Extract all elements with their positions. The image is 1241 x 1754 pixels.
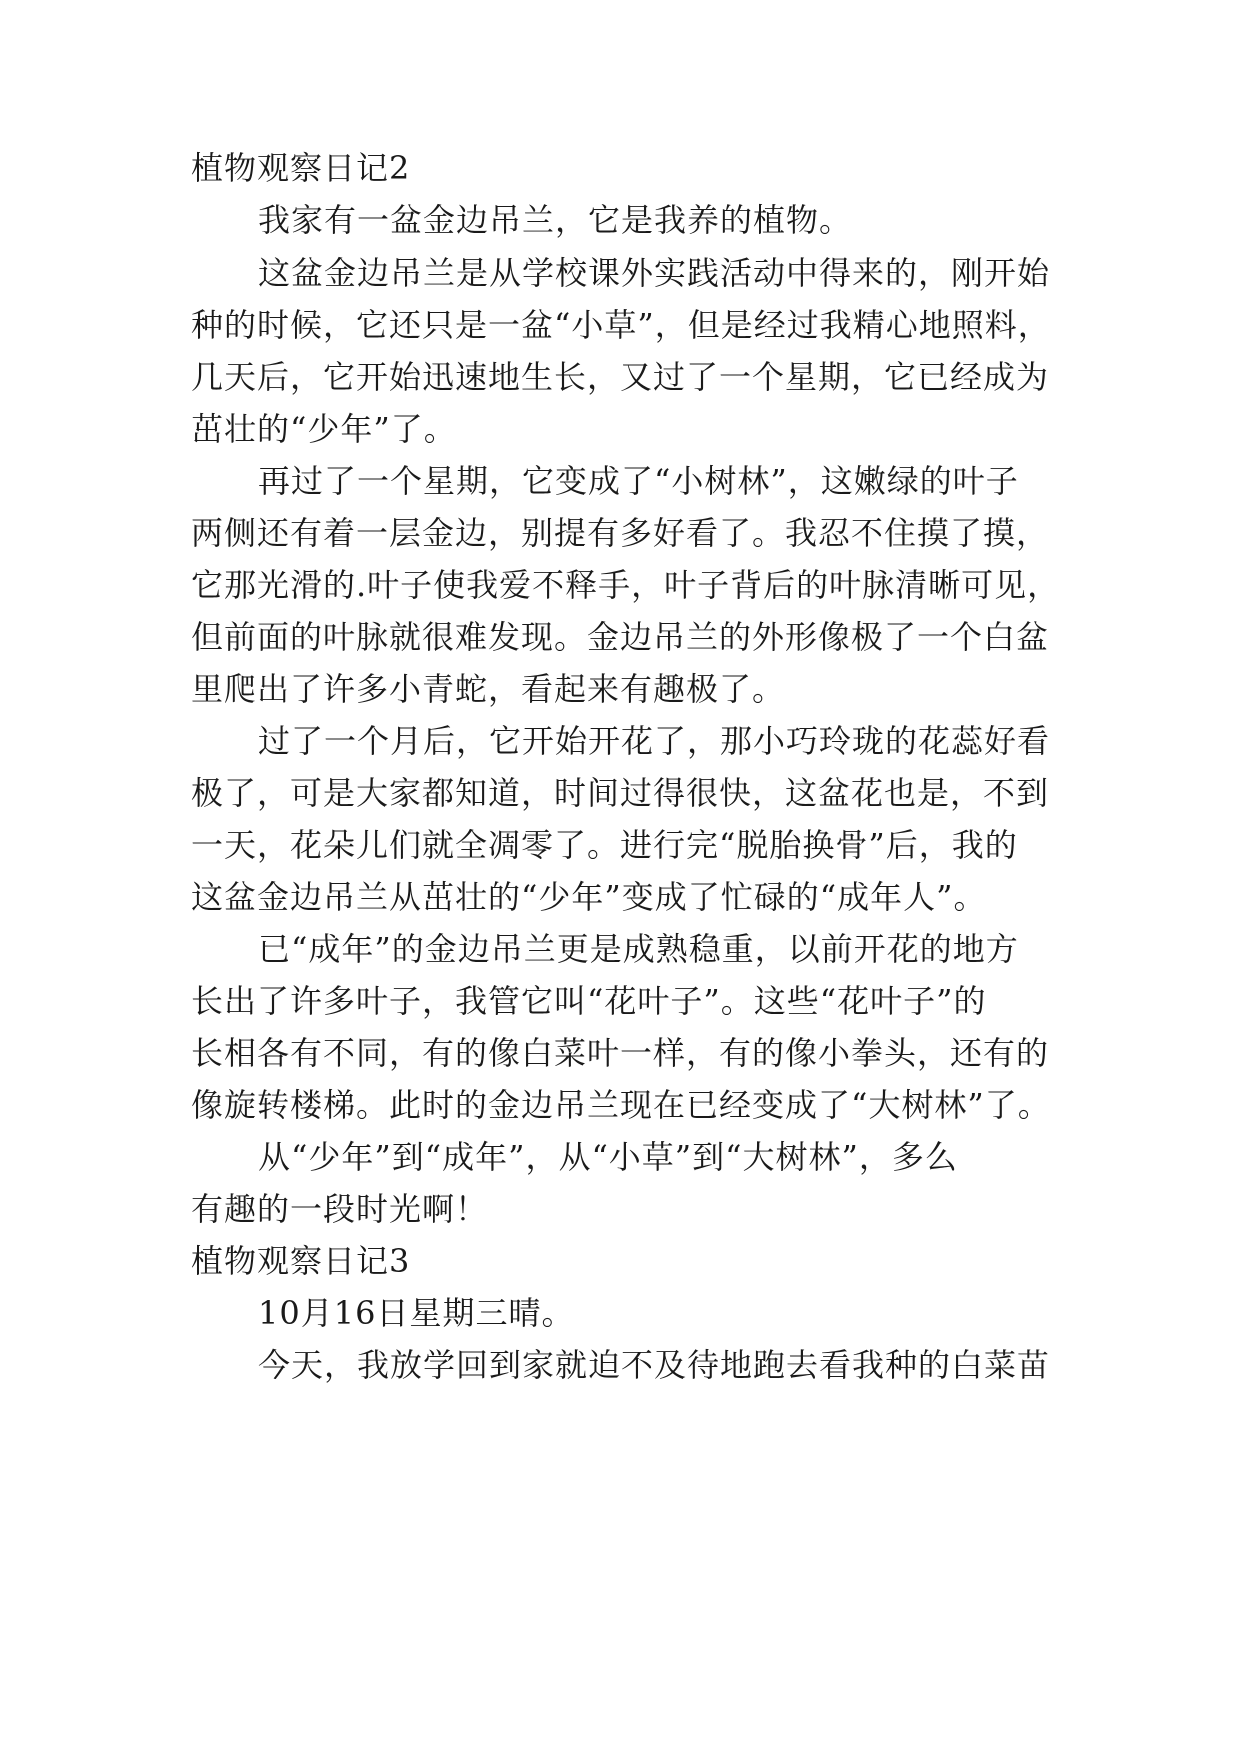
paragraph-line: 但前面的叶脉就很难发现。金边吊兰的外形像极了一个白盆 [191,618,1050,656]
paragraph-line: 再过了一个星期，它变成了“小树林”，这嫩绿的叶子 [258,462,1019,500]
paragraph-line: 已“成年”的金边吊兰更是成熟稳重，以前开花的地方 [258,930,1019,968]
paragraph-line: 10月16日星期三晴。 [258,1294,575,1332]
paragraph-line: 过了一个月后，它开始开花了，那小巧玲珑的花蕊好看 [258,722,1051,760]
paragraph-line: 里爬出了许多小青蛇，看起来有趣极了。 [191,670,786,708]
paragraph-line: 这盆金边吊兰是从学校课外实践活动中得来的，刚开始 [258,254,1051,292]
section-title: 植物观察日记2 [191,149,411,187]
paragraph-line: 几天后，它开始迅速地生长，又过了一个星期，它已经成为 [191,358,1050,396]
paragraph-line: 长出了许多叶子，我管它叫“花叶子”。这些“花叶子”的 [191,982,987,1020]
paragraph-line: 从“少年”到“成年”，从“小草”到“大树林”，多么 [258,1138,958,1176]
paragraph-line: 一天，花朵儿们就全凋零了。进行完“脱胎换骨”后，我的 [191,826,1018,864]
paragraph-line: 我家有一盆金边吊兰，它是我养的植物。 [258,201,853,239]
paragraph-line: 极了，可是大家都知道，时间过得很快，这盆花也是，不到 [191,774,1050,812]
paragraph-line: 它那光滑的.叶子使我爱不释手，叶子背后的叶脉清晰可见， [191,566,1061,604]
paragraph-line: 有趣的一段时光啊！ [191,1190,489,1228]
paragraph-line: 种的时候，它还只是一盆“小草”，但是经过我精心地照料， [191,306,1051,344]
paragraph-line: 这盆金边吊兰从茁壮的“少年”变成了忙碌的“成年人”。 [191,878,987,916]
paragraph-line: 茁壮的“少年”了。 [191,410,457,448]
paragraph-line: 像旋转楼梯。此时的金边吊兰现在已经变成了“大树林”了。 [191,1086,1051,1124]
paragraph-line: 两侧还有着一层金边，别提有多好看了。我忍不住摸了摸， [191,514,1050,552]
paragraph-line: 长相各有不同，有的像白菜叶一样，有的像小拳头，还有的 [191,1034,1050,1072]
section-title: 植物观察日记3 [191,1242,411,1280]
paragraph-line: 今天，我放学回到家就迫不及待地跑去看我种的白菜苗 [258,1346,1051,1384]
